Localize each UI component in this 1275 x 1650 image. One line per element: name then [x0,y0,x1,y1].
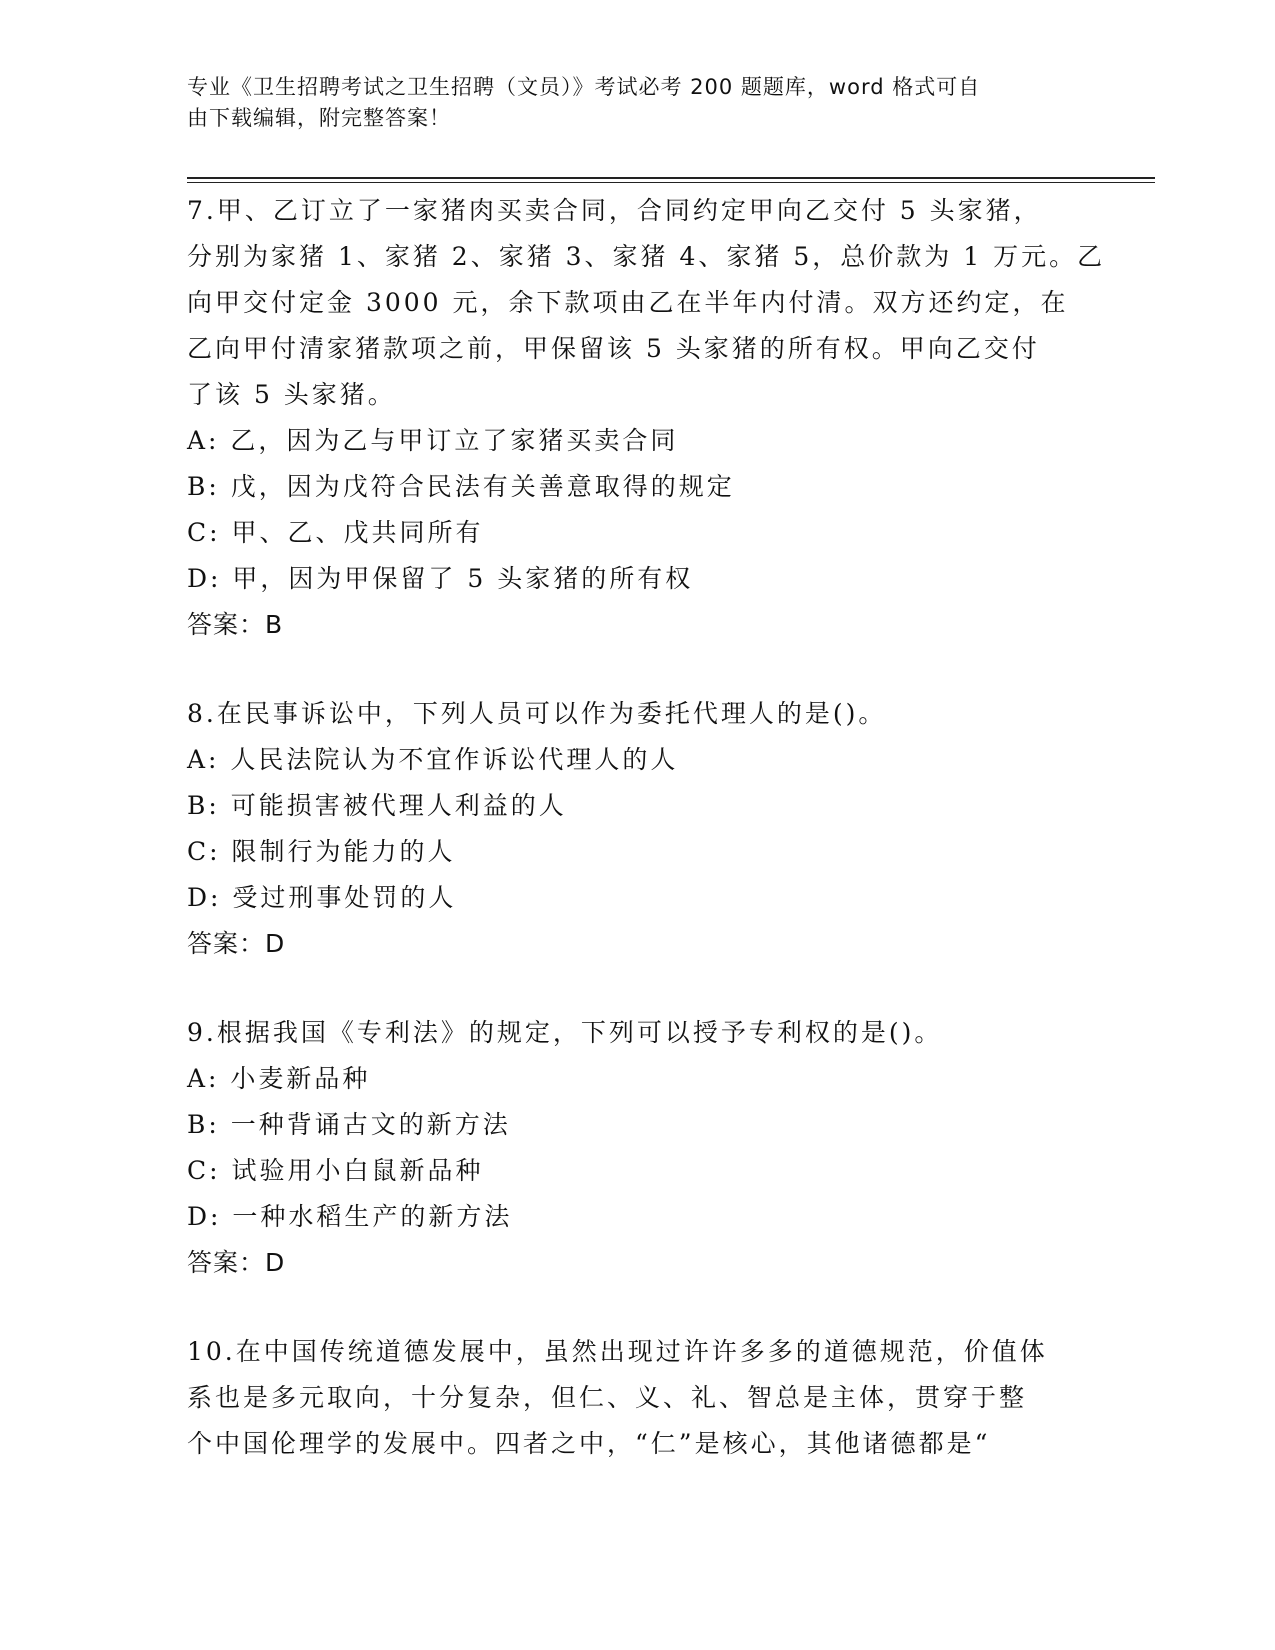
answer-label: 答案：D [187,1248,286,1277]
question-spacer [187,1286,1087,1329]
option-c: C: 限制行为能力的人 [187,837,456,866]
question-text-line: 系也是多元取向，十分复杂，但仁、义、礼、智总是主体，贯穿于整 [187,1383,1028,1412]
question-7 [187,188,1106,648]
question-8 [187,691,1087,967]
option-d: D: 受过刑事处罚的人 [187,883,457,912]
question-text-line: 7.甲、乙订立了一家猪肉买卖合同，合同约定甲向乙交付 5 头家猪， [187,196,1042,225]
question-text-line: 个中国伦理学的发展中。四者之中，“仁”是核心，其他诸德都是“ [187,1429,991,1458]
question-text-line: 向甲交付定金 3000 元，余下款项由乙在半年内付清。双方还约定，在 [187,288,1069,317]
header-line-1: 专业《卫生招聘考试之卫生招聘（文员）》考试必考 200 题题库，word 格式可自 [187,75,981,99]
question-text-line: 10.在中国传统道德发展中，虽然出现过许许多多的道德规范，价值体 [187,1337,1048,1366]
header-line-2: 由下载编辑，附完整答案！ [187,106,451,130]
question-text-line: 8.在民事诉讼中，下列人员可以作为委托代理人的是()。 [187,699,887,728]
answer-label: 答案：B [187,610,284,639]
option-a: A: 小麦新品种 [187,1064,371,1093]
option-c: C: 甲、乙、戊共同所有 [187,518,484,547]
answer-label: 答案：D [187,929,286,958]
question-list [187,188,1106,1467]
question-text-line: 9.根据我国《专利法》的规定，下列可以授予专利权的是()。 [187,1018,943,1047]
option-b: B: 戊，因为戊符合民法有关善意取得的规定 [187,472,735,501]
option-b: B: 一种背诵古文的新方法 [187,1110,511,1139]
option-a: A: 人民法院认为不宜作诉讼代理人的人 [187,745,679,774]
question-10 [187,1329,1087,1467]
document-header [187,72,1067,134]
question-text-line: 分别为家猪 1、家猪 2、家猪 3、家猪 4、家猪 5，总价款为 1 万元。乙 [187,242,1106,271]
option-b: B: 可能损害被代理人利益的人 [187,791,567,820]
option-d: D: 甲，因为甲保留了 5 头家猪的所有权 [187,564,694,593]
question-spacer [187,648,1087,691]
question-9 [187,1010,1087,1286]
header-divider-thick [187,177,1155,179]
option-a: A: 乙，因为乙与甲订立了家猪买卖合同 [187,426,679,455]
option-d: D: 一种水稻生产的新方法 [187,1202,513,1231]
question-text-line: 乙向甲付清家猪款项之前，甲保留该 5 头家猪的所有权。甲向乙交付 [187,334,1040,363]
question-text-line: 了该 5 头家猪。 [187,380,396,409]
header-divider-thin [187,182,1155,183]
option-c: C: 试验用小白鼠新品种 [187,1156,484,1185]
question-spacer [187,967,1087,1010]
